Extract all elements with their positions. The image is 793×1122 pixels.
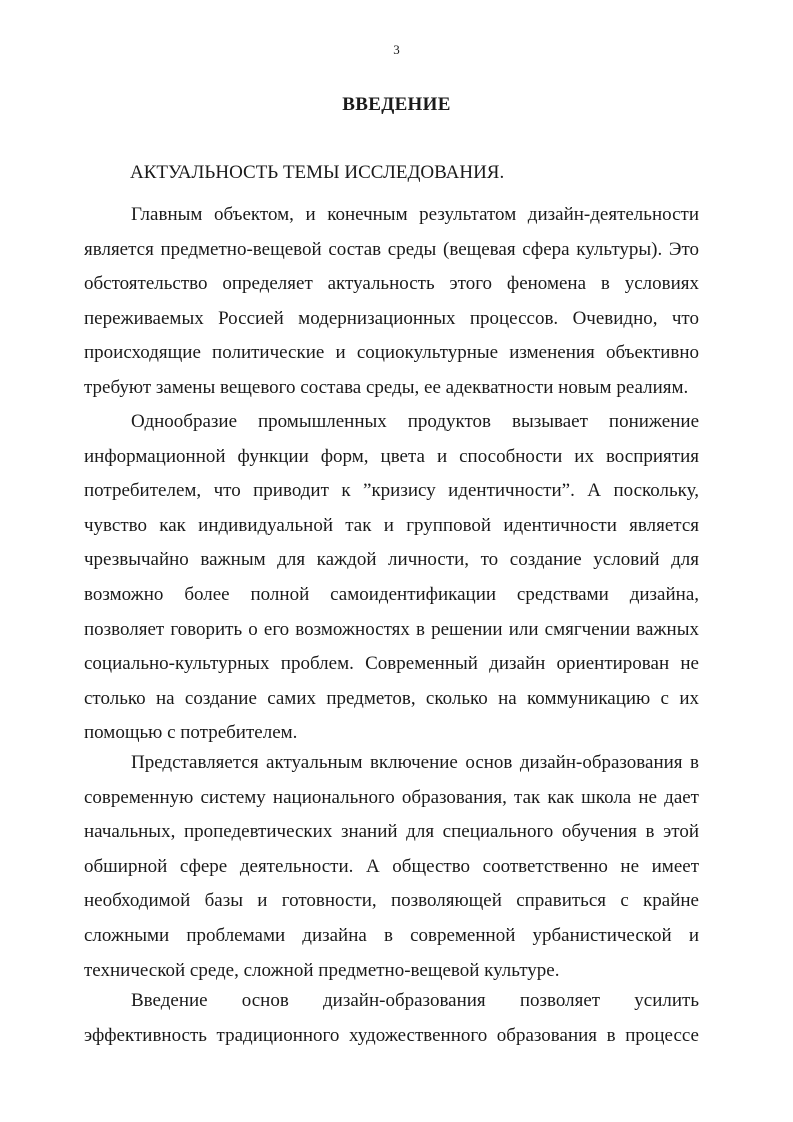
paragraph-line: начальных, пропедевтических знаний для специального обучения в этой	[84, 821, 699, 843]
page-title: ВВЕДЕНИЕ	[342, 94, 451, 115]
paragraph-line: чрезвычайно важным для каждой личности, то создание условий для	[84, 549, 699, 571]
paragraph-line: возможно более полной самоидентификации средствами дизайна,	[84, 583, 699, 605]
paragraph-line: Однообразие промышленных продуктов вызывает понижение	[131, 411, 699, 432]
paragraph-line: технической среде, сложной предметно-вещевой культуре.	[84, 959, 560, 981]
paragraph-line: эффективность традиционного художественного образования в процессе	[84, 1024, 699, 1046]
paragraph-line: обширной сфере деятельности. А общество соответственно не имеет	[84, 855, 699, 877]
paragraph-line: обстоятельство определяет актуальность этого феномена в условиях	[84, 273, 699, 295]
paragraph-line: позволяет говорить о его возможностях в решении или смягчении важных	[84, 618, 699, 640]
paragraph-line: помощью с потребителем.	[84, 722, 298, 744]
paragraph-line: требуют замены вещевого состава среды, ее адекватности новым реалиям.	[84, 376, 689, 398]
paragraph-line: сложными проблемами дизайна в современной урбанистической и	[84, 924, 699, 946]
paragraph-line: потребителем, что приводит к ”кризису идентичности”. А поскольку,	[84, 480, 699, 502]
paragraph-line: информационной функции форм, цвета и способности их восприятия	[84, 445, 699, 467]
paragraph-line: является предметно-вещевой состав среды (вещевая сфера культуры). Это	[84, 238, 699, 260]
paragraph-line: необходимой базы и готовности, позволяющей справиться с крайне	[84, 890, 699, 912]
paragraph-3	[84, 751, 699, 993]
paragraph-line: современную систему национального образования, так как школа не дает	[84, 786, 699, 808]
paragraph-4	[84, 989, 699, 1058]
paragraph-line: чувство как индивидуальной так и групповой идентичности является	[84, 514, 699, 536]
paragraph-line: Представляется актуальным включение основ дизайн-образования в	[131, 752, 699, 773]
page-number: 3	[393, 42, 400, 57]
paragraph-line: столько на создание самих предметов, сколько на коммуникацию с их	[84, 687, 699, 709]
paragraph-line: социально-культурных проблем. Современный дизайн ориентирован не	[84, 653, 699, 675]
paragraph-line: переживаемых Россией модернизационных процессов. Очевидно, что	[84, 307, 699, 329]
paragraph-line: Введение основ дизайн-образования позволяет усилить	[131, 990, 699, 1011]
paragraph-2	[84, 410, 699, 756]
paragraph-line: Главным объектом, и конечным результатом дизайн-деятельности	[131, 204, 699, 225]
paragraph-1	[84, 203, 699, 411]
paragraph-line: происходящие политические и социокультурные изменения объективно	[84, 342, 699, 364]
section-subtitle: АКТУАЛЬНОСТЬ ТЕМЫ ИССЛЕДОВАНИЯ.	[130, 162, 505, 183]
